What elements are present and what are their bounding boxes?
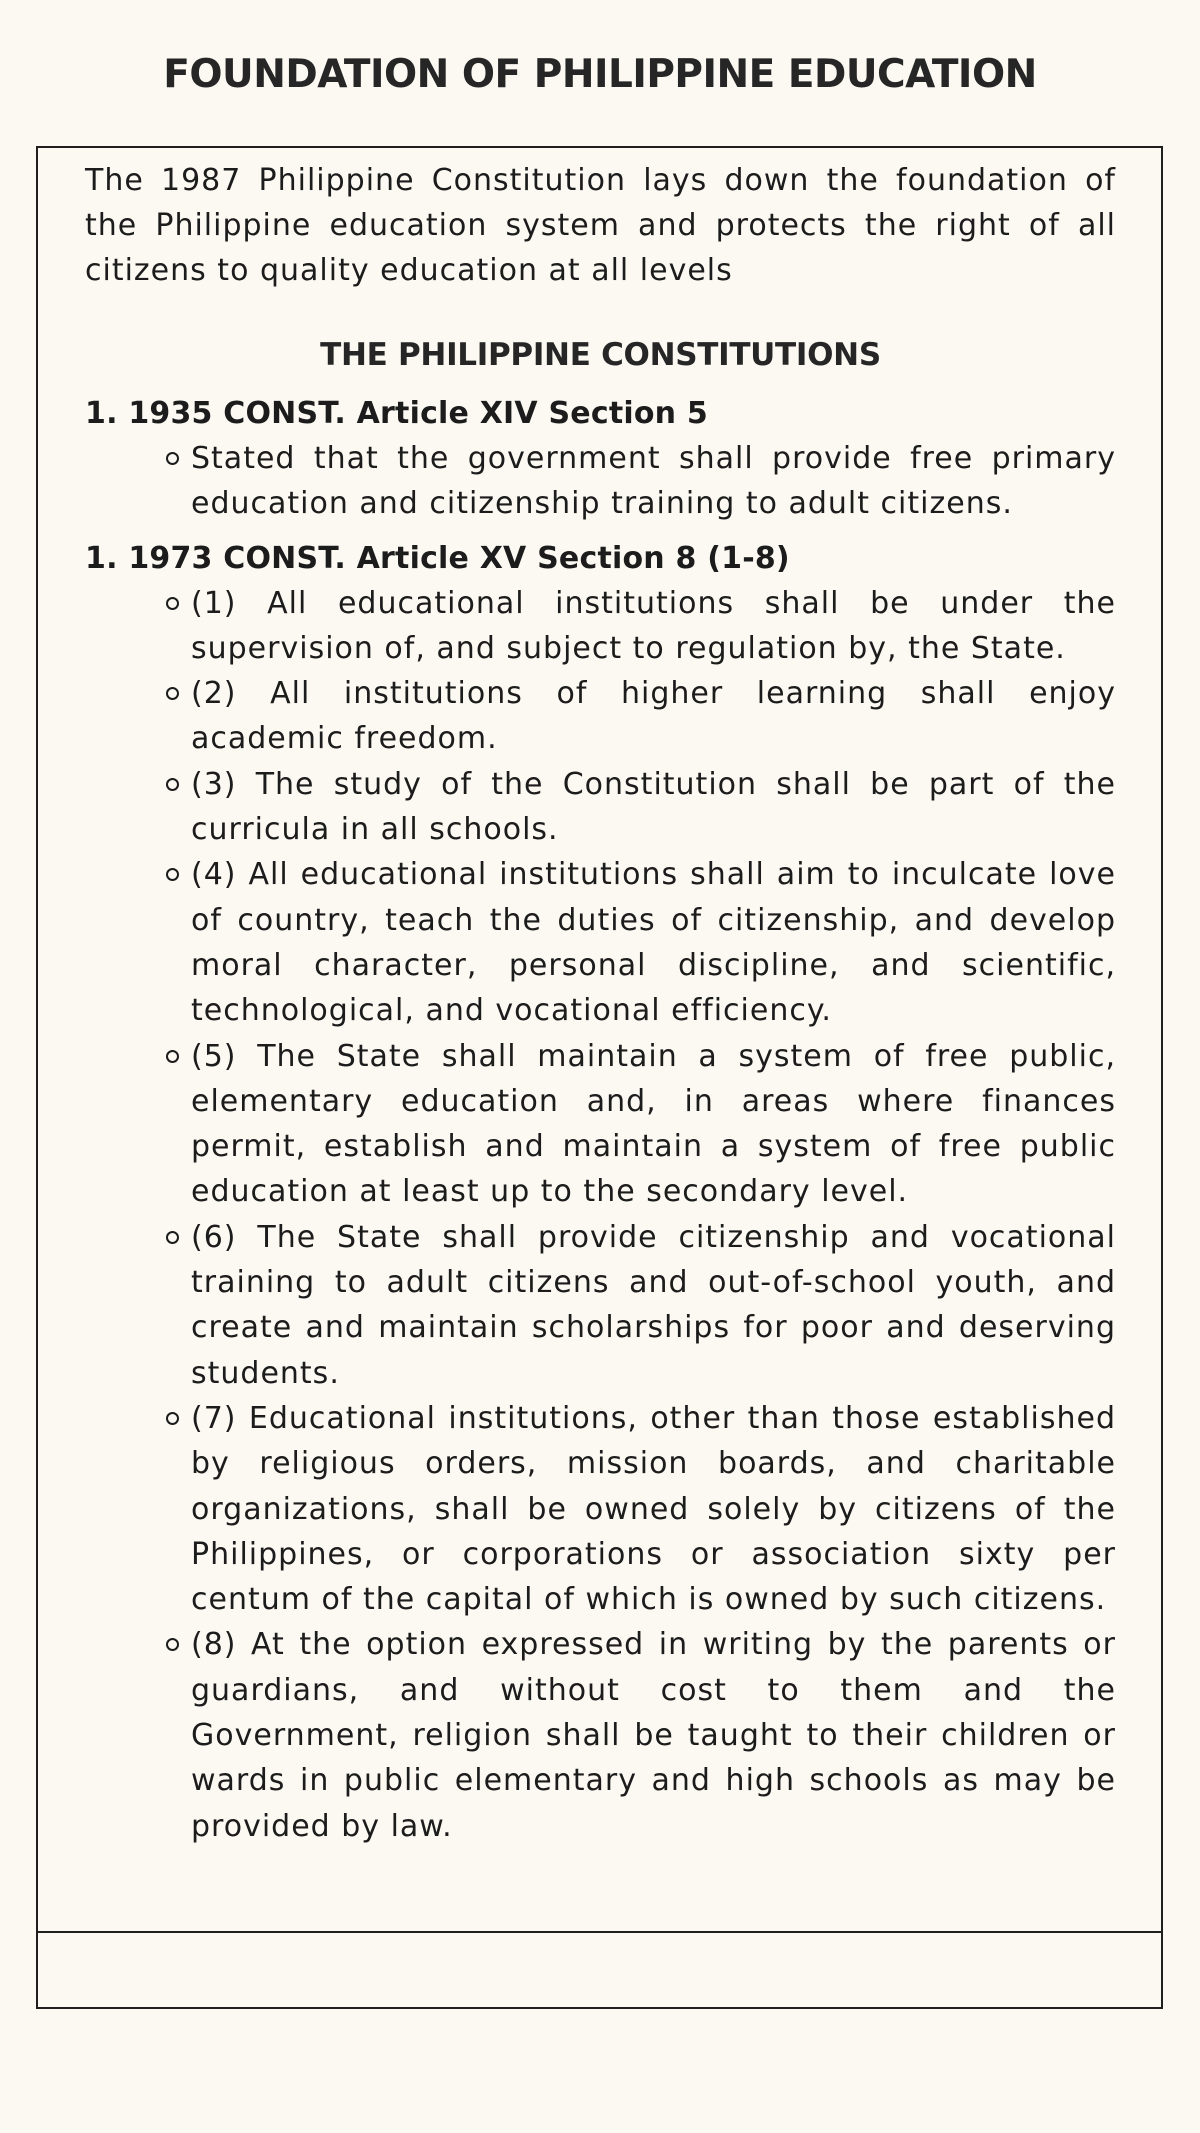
list-item: (3) The study of the Constitution shall be part of the curricula in all schools.: [191, 762, 1116, 853]
list-item: (6) The State shall provide citizenship and vocational training to adult citizens and out-of-school youth, and create and maintain scholarships for poor and deserving students.: [191, 1215, 1116, 1396]
intro-paragraph: The 1987 Philippine Constitution lays down the foundation of the Philippine education system and protects the right of all citizens to quality education at all levels: [85, 163, 1116, 288]
article-1935-list: [85, 436, 1116, 527]
list-item: Stated that the government shall provide free primary education and citizenship training to adult citizens.: [191, 436, 1116, 527]
article-1973-list: [85, 581, 1116, 1849]
section-heading: THE PHILIPPINE CONSTITUTIONS: [320, 337, 881, 373]
list-item: (1) All educational institutions shall be under the supervision of, and subject to regulation by, the State.: [191, 581, 1116, 672]
content-body: [85, 158, 1116, 1849]
list-item: (5) The State shall maintain a system of free public, elementary education and, in areas where finances permit, establish and maintain a system of free public education at least up to the secondary level.: [191, 1034, 1116, 1215]
list-item: (8) At the option expressed in writing by the parents or guardians, and without cost to them and the Government, religion shall be taught to their children or wards in public elementary and high schools as may be provided by law.: [191, 1622, 1116, 1848]
content-box: [36, 146, 1163, 2009]
list-item: (2) All institutions of higher learning shall enjoy academic freedom.: [191, 671, 1116, 762]
list-item: (7) Educational institutions, other than those established by religious orders, mission boards, and charitable organizations, shall be owned solely by citizens of the Philippines, or corporations or association sixty per centum of the capital of which is owned by such citizens.: [191, 1396, 1116, 1622]
box-divider: [38, 1931, 1161, 1933]
page-title: FOUNDATION OF PHILIPPINE EDUCATION: [163, 52, 1037, 97]
article-heading-1935: 1. 1935 CONST. Article XIV Section 5: [85, 396, 708, 431]
article-heading-1973: 1. 1973 CONST. Article XV Section 8 (1-8): [85, 540, 790, 576]
list-item: (4) All educational institutions shall aim to inculcate love of country, teach the duties of citizenship, and develop moral character, personal discipline, and scientific, technological, and vocational efficiency.: [191, 852, 1116, 1033]
